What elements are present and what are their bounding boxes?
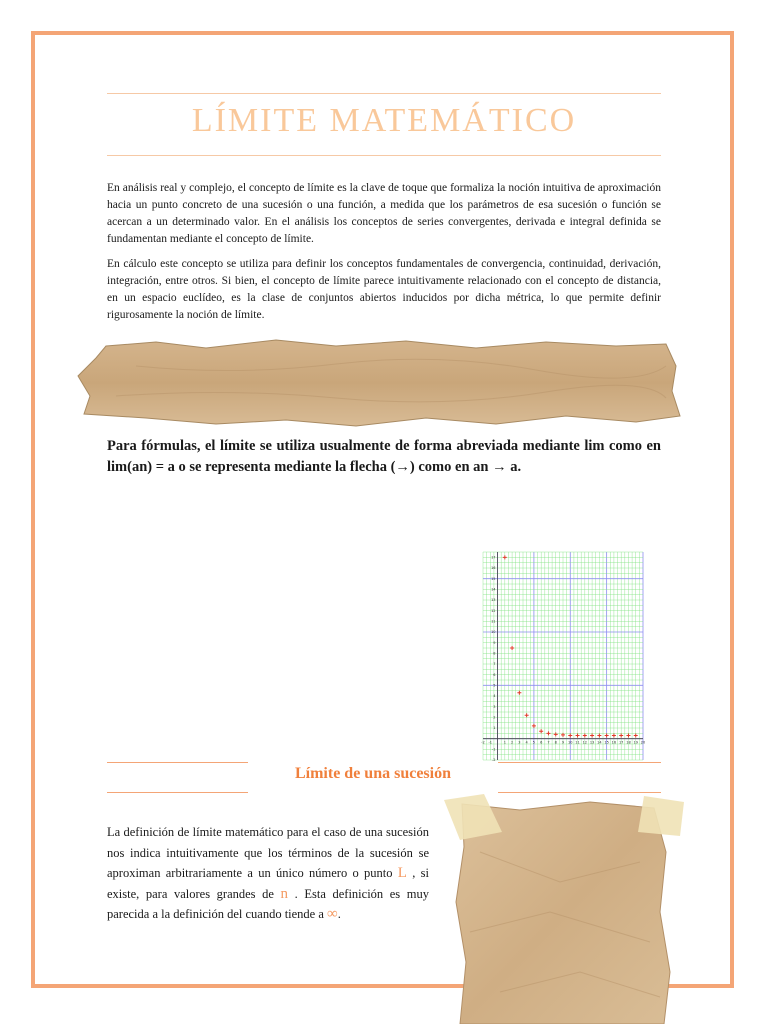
sequence-scatter-chart (481, 552, 646, 763)
y-tick-label: 3 (493, 704, 496, 709)
sequence-text-1: La definición de límite matemático para el caso de una sucesión nos indica intuitivamente que los términos de la sucesión se aproximan arbitrariamente a un único número o punto (107, 825, 429, 880)
x-tick-label: 11 (575, 740, 580, 745)
x-tick-label: 5 (532, 740, 536, 745)
symbol-infinity: ∞ (327, 906, 338, 922)
x-tick-label: 14 (597, 740, 602, 745)
x-tick-label: -2 (481, 740, 485, 745)
section-title: Límite de una sucesión (294, 765, 451, 782)
formula-paragraph: Para fórmulas, el límite se utiliza usualmente de forma abreviada mediante lim como en lim(an) = a o se representa mediante la flecha (→) como en an → a. (107, 438, 661, 475)
y-tick-label: 13 (491, 598, 496, 603)
x-tick-label: 7 (547, 740, 550, 745)
y-tick-label: 5 (493, 683, 496, 688)
x-tick-label: 6 (540, 740, 543, 745)
sequence-definition-paragraph (107, 822, 429, 925)
y-tick-label: 8 (493, 651, 496, 656)
x-tick-label: 15 (604, 740, 609, 745)
intro-paragraph-2: En cálculo este concepto se utiliza para definir los conceptos fundamentales de convergencia, continuidad, derivación, integración, entre otros. Si bien, el concepto de límite parece intuitivamente relacionado con el concepto de distancia, en un espacio euclídeo, es la clase de conjuntos abiertos inducidos por dicha métrica, lo que permite definir rigurosamente la noción de límite. (107, 258, 661, 321)
y-tick-label: 12 (491, 608, 496, 613)
y-tick-label: 7 (493, 662, 496, 667)
symbol-n: n (280, 885, 289, 902)
y-tick-label: 9 (493, 640, 496, 645)
y-tick-label: 14 (491, 587, 496, 592)
y-tick-label: -2 (492, 758, 496, 763)
title-rule-bottom (107, 155, 661, 156)
x-tick-label: 4 (525, 740, 528, 745)
title-rule-top (107, 93, 661, 94)
x-tick-label: 18 (626, 740, 631, 745)
x-tick-label: 3 (518, 740, 521, 745)
sequence-text-4: . (337, 907, 341, 921)
x-tick-label: 16 (611, 740, 617, 745)
sequence-text-3: . Esta definición es muy parecida a la definición del cuando tiende a (107, 886, 429, 921)
y-tick-label: 16 (491, 566, 496, 571)
x-tick-label: 13 (589, 740, 595, 745)
x-tick-label: 10 (568, 740, 573, 745)
x-tick-label: 8 (554, 740, 557, 745)
sequence-text-2: , si existe, para valores grandes de (107, 866, 429, 901)
page-title: LÍMITE MATEMÁTICO (191, 102, 577, 139)
y-tick-label: -1 (492, 747, 496, 752)
y-tick-label: 1 (493, 726, 496, 731)
x-tick-label: 19 (633, 740, 638, 745)
x-tick-label: 17 (618, 740, 624, 745)
torn-paper-strip (76, 336, 682, 428)
x-tick-label: 9 (561, 740, 565, 745)
y-tick-label: 15 (491, 576, 496, 581)
y-tick-label: 2 (493, 715, 496, 720)
section-rule-right-top (498, 762, 661, 763)
x-tick-label: 12 (582, 740, 588, 745)
intro-paragraph-1: En análisis real y complejo, el concepto de límite es la clave de toque que formaliza la noción intuitiva de aproximación hacia un punto concreto de una sucesión o una función, a medida que los parámetros de esa sucesión o función se acercan a un determinado valor. En el análisis los conceptos de series convergentes, derivada e integral definida se fundamentan mediante el concepto de límite. (107, 182, 661, 245)
y-tick-label: 17 (491, 555, 496, 560)
symbol-l: L (397, 865, 407, 881)
y-tick-label: 11 (491, 619, 496, 624)
x-tick-label: 2 (510, 740, 514, 745)
x-tick-label: -1 (488, 740, 493, 745)
crumpled-paper-image (440, 792, 686, 1024)
y-tick-label: 6 (493, 672, 496, 677)
x-tick-label: 20 (640, 740, 646, 745)
y-tick-label: 4 (493, 694, 496, 699)
x-tick-label: 1 (503, 740, 506, 745)
section-rule-left-bottom (107, 792, 248, 793)
y-tick-label: 10 (491, 630, 496, 635)
section-rule-left-top (107, 762, 248, 763)
